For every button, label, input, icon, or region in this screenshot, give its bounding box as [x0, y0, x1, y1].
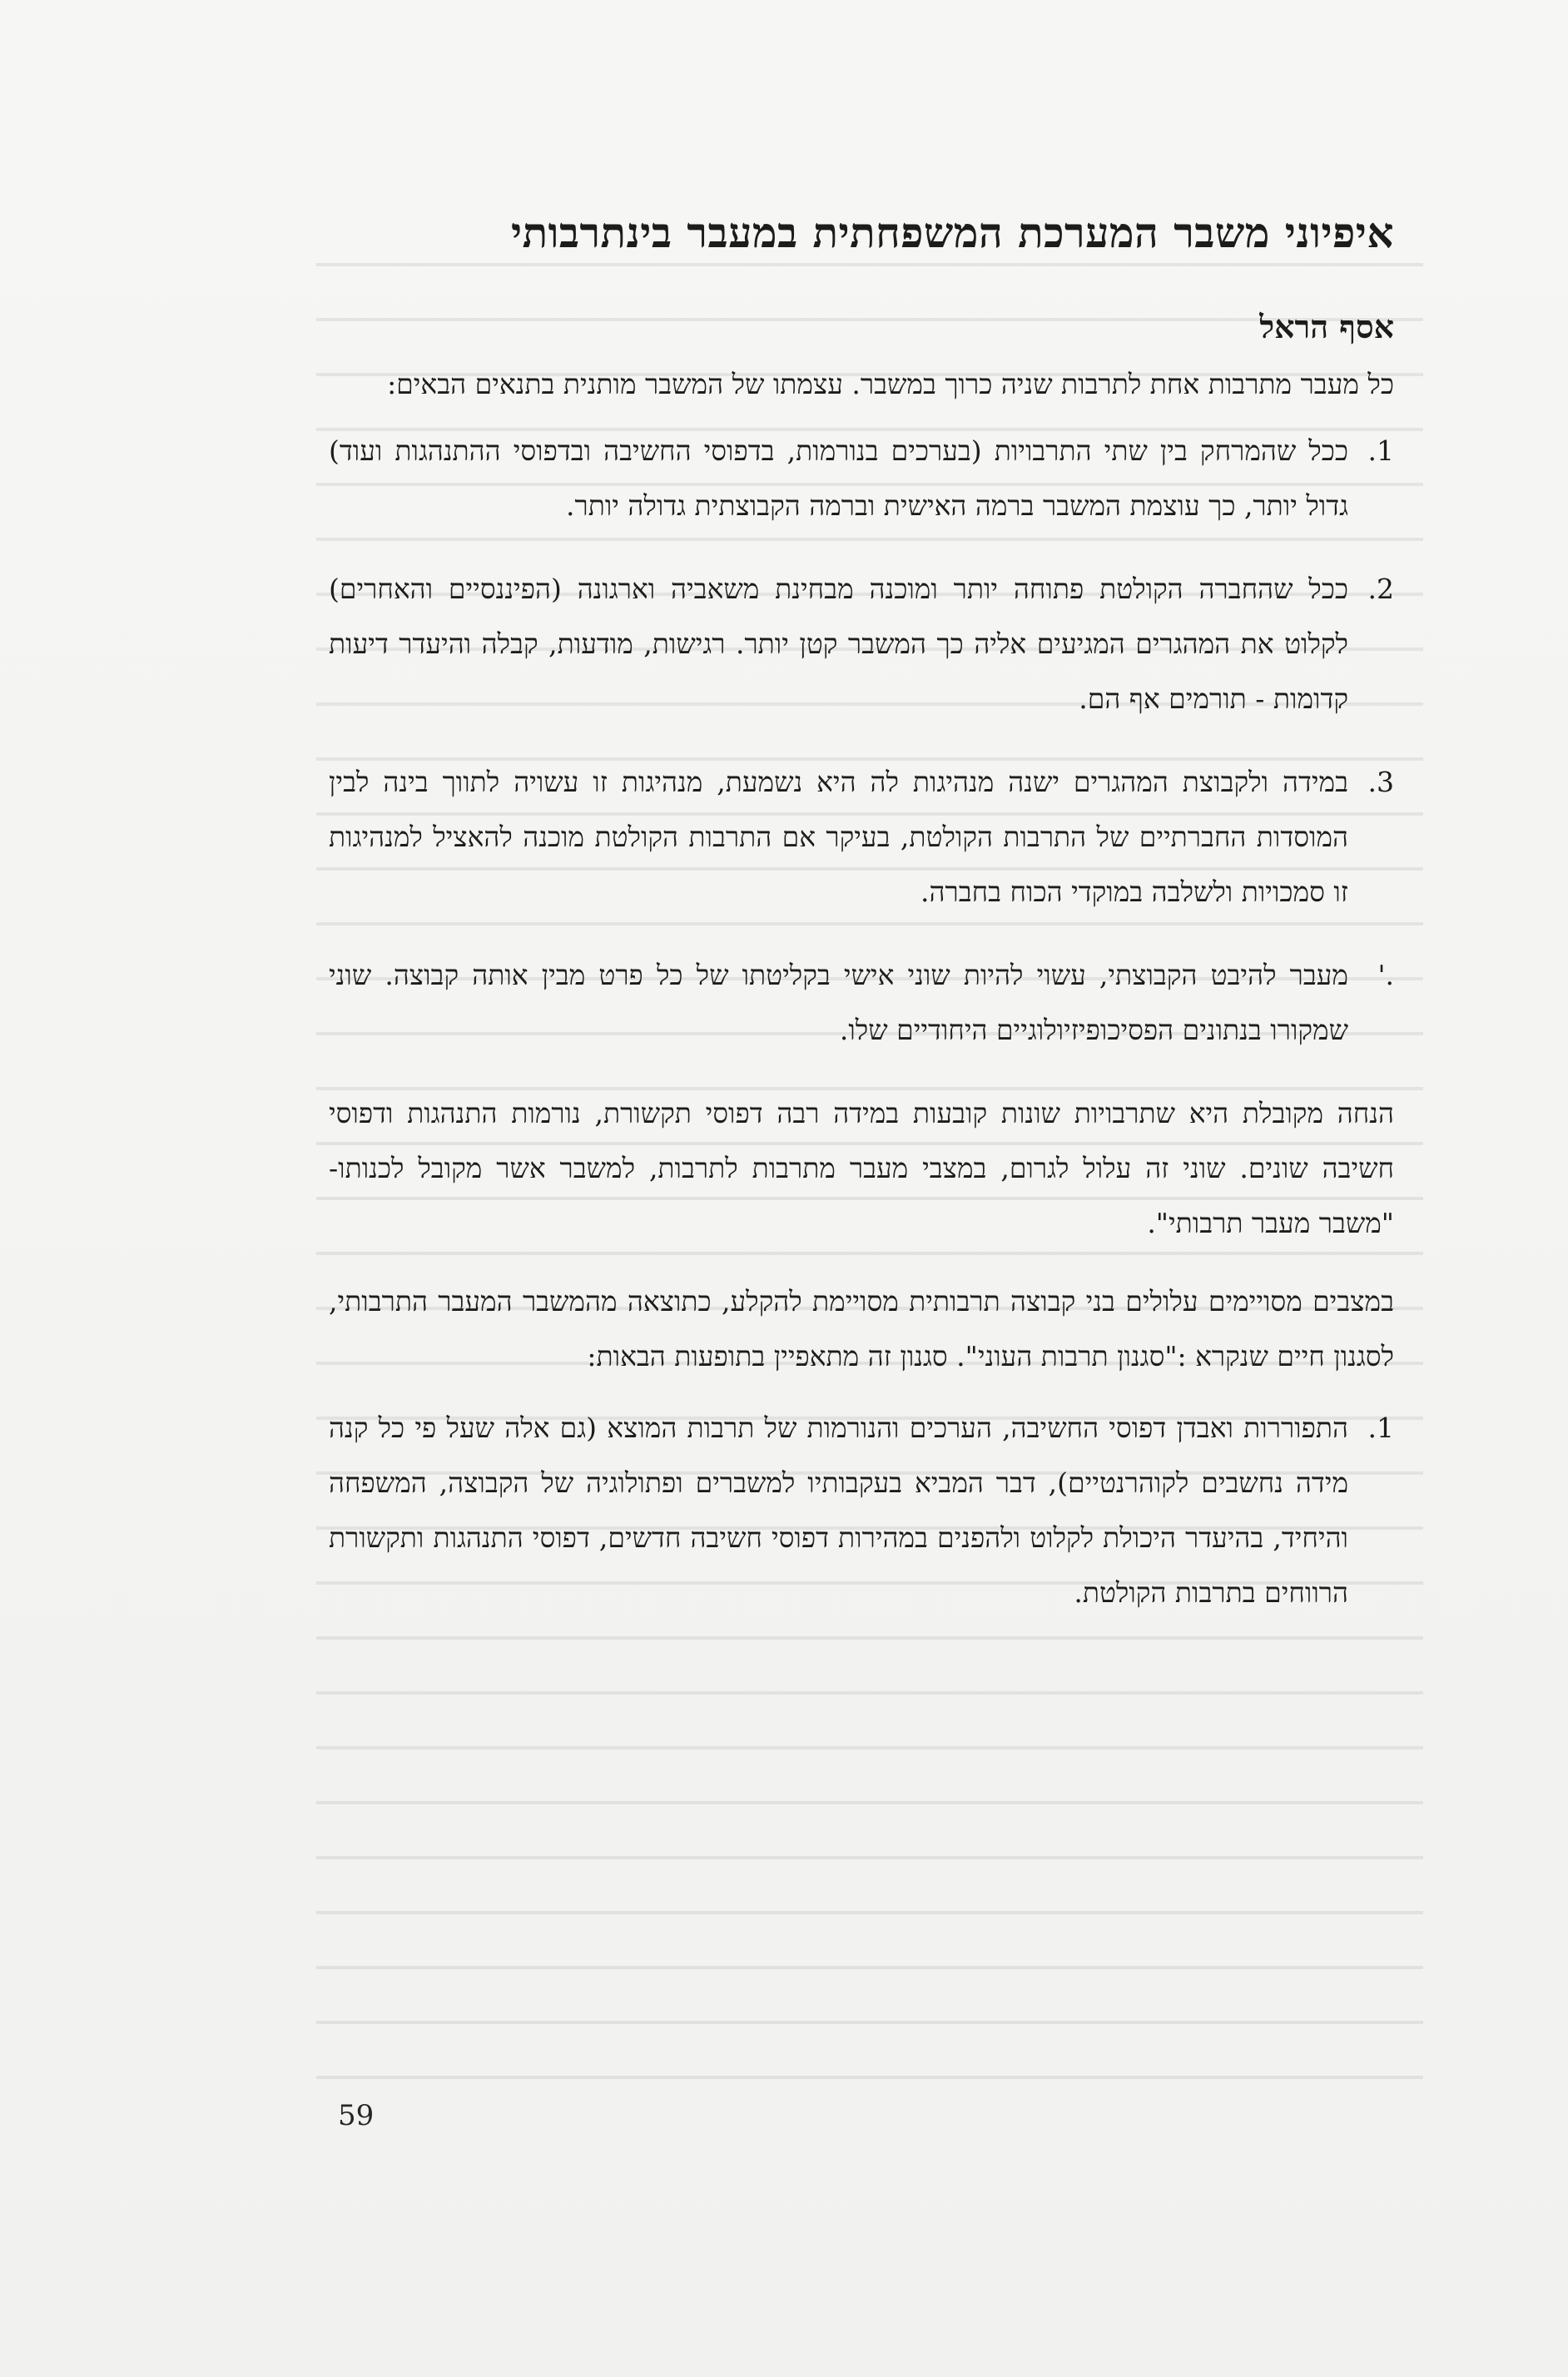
list-item-number: .' [1377, 959, 1394, 991]
list-item [329, 424, 1394, 533]
list-item-number: 1. [1367, 1412, 1394, 1444]
list-item [329, 948, 1394, 1058]
list-item-number: 2. [1367, 573, 1394, 605]
body-paragraph: במצבים מסויימים עלולים בני קבוצה תרבותית מסויימת להקלע, כתוצאה מהמשבר המעבר התרבותי, לסגנון חיים שנקרא :"סגנון תרבות העוני". סגנון זה מתאפיין בתופעות הבאות: [329, 1285, 1394, 1372]
list-item-text: במידה ולקבוצת המהגרים ישנה מנהיגות לה היא נשמעת, מנהיגות זו עשויה לתווך בינה לבין המוסדות החברתיים של התרבות הקולטת, בעיקר אם התרבות הקולטת מוכנה להאציל למנהיגות זו סמכויות ולשלבה במוקדי הכוח בחברה. [329, 766, 1348, 908]
conditions-list [329, 424, 1394, 1058]
article-body [329, 204, 1394, 1649]
author-name: אסף הראל [1259, 308, 1394, 345]
body-paragraph: הנחה מקובלת היא שתרבויות שונות קובעות במידה רבה דפוסי תקשורת, נורמות התנהגות ודפוסי חשיבה שונים. שוני זה עלול לגרום, במצבי מעבר מתרבות לתרבות, למשבר אשר מקובל לכנותו-"משבר מעבר תרבותי". [329, 1097, 1394, 1239]
list-item [329, 562, 1394, 727]
intro-paragraph: כל מעבר מתרבות אחת לתרבות שניה כרוך במשבר. עצמתו של המשבר מותנית בתנאים הבאים: [387, 368, 1394, 400]
article-title: איפיוני משבר המערכת המשפחתית במעבר בינתרבותי [511, 208, 1394, 257]
page-number: 59 [338, 2099, 375, 2132]
list-item-number: 3. [1367, 766, 1394, 798]
list-item-text: התפוררות ואבדן דפוסי החשיבה, הערכים והנורמות של תרבות המוצא (גם אלה שעל פי כל קנה מידה נחשבים לקוהרנטיים), דבר המביא בעקבותיו למשברים ופתולוגיה של הקבוצה, המשפחה והיחיד, בהיעדר היכולת לקלוט ולהפנים במהירות דפוסי חשיבה חדשים, דפוסי התנהגות ותקשורת הרווחים בתרבות הקולטת. [329, 1412, 1348, 1609]
effects-list [329, 1401, 1394, 1620]
list-item-text: ככל שהחברה הקולטת פתוחה יותר ומוכנה מבחינת משאביה וארגונה (הפיננסיים והאחרים) לקלוט את המהגרים המגיעים אליה כך המשבר קטן יותר. רגישות, מודעות, קבלה והיעדר דיעות קדומות - תורמים אף הם. [329, 573, 1348, 715]
list-item [329, 755, 1394, 920]
list-item-text: מעבר להיבט הקבוצתי, עשוי להיות שוני אישי בקליטתו של כל פרט מבין אותה קבוצה. שוני שמקורו בנתונים הפסיכופיזיולוגיים היחודיים שלו. [329, 959, 1348, 1046]
list-item-text: ככל שהמרחק בין שתי התרבויות (בערכים בנורמות, בדפוסי החשיבה ובדפוסי ההתנהגות ועוד) גדול יותר, כך עוצמת המשבר ברמה האישית וברמה הקבוצתית גדולה יותר. [329, 434, 1348, 522]
list-item-number: 1. [1367, 434, 1394, 467]
list-item [329, 1401, 1394, 1620]
